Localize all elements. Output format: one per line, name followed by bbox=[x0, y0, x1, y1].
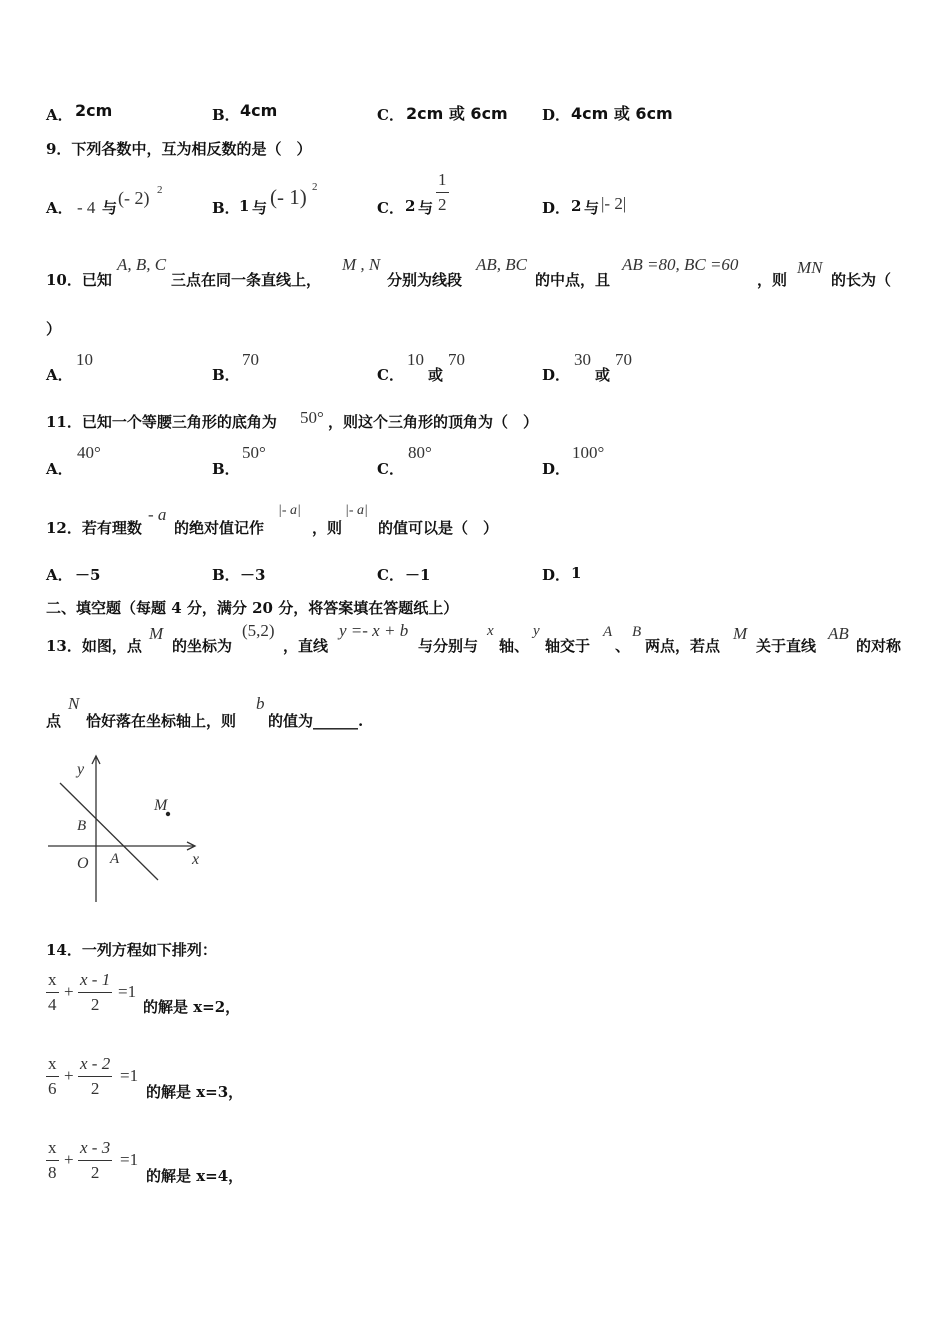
q9-option-b-label: B． bbox=[212, 199, 240, 217]
fraction-bar bbox=[78, 1076, 112, 1077]
q9-option-b-math1: 1 bbox=[239, 197, 250, 215]
figure-x-label: x bbox=[192, 851, 200, 868]
q13-math-coord: (5,2) bbox=[242, 621, 275, 640]
fraction-bar bbox=[46, 1160, 59, 1161]
q9-option-c-fraction bbox=[436, 170, 449, 215]
q13-text-2: 的坐标为 bbox=[172, 637, 233, 655]
q9-option-c-numerator: 1 bbox=[438, 170, 447, 189]
q9-option-a-yu: 与 bbox=[102, 199, 118, 217]
q10-option-c-or: 或 bbox=[428, 366, 444, 384]
q13-math-ab: AB bbox=[828, 624, 849, 643]
figure-b-label: B bbox=[77, 818, 87, 834]
q12-option-d-value: 1 bbox=[571, 564, 582, 582]
q8-option-b-text: 4cm bbox=[240, 101, 278, 120]
q12-text-2: 的绝对值记作 bbox=[174, 519, 265, 537]
figure-m-label: M bbox=[154, 797, 168, 814]
q8-option-b-label: B． bbox=[212, 106, 240, 124]
eq2-fraction-1 bbox=[46, 1054, 59, 1099]
q9-option-a-math2: (- 2) bbox=[118, 188, 150, 208]
q11-option-c-value: 80° bbox=[408, 443, 432, 462]
q10-math-mn2: MN bbox=[797, 258, 823, 277]
q10-option-d-value-1: 30 bbox=[574, 350, 591, 369]
q10-option-a-label: A． bbox=[46, 366, 73, 384]
q11-text-2: ，则这个三角形的顶角为（ ） bbox=[328, 413, 539, 431]
q10-text-7: ） bbox=[46, 320, 62, 338]
q12-option-d-label: D． bbox=[542, 566, 571, 584]
fraction-bar bbox=[78, 992, 112, 993]
q12-option-c-value: －1 bbox=[405, 566, 431, 584]
fraction-bar bbox=[46, 1076, 59, 1077]
q8-option-c-label: C． bbox=[377, 106, 404, 124]
q12-text-4: 的值可以是（ ） bbox=[378, 519, 499, 537]
q11-math-angle: 50° bbox=[300, 408, 324, 427]
eq2-numerator-1: x bbox=[48, 1054, 57, 1073]
q13-math-m: M bbox=[149, 624, 164, 643]
q9-option-b-exp: 2 bbox=[312, 181, 318, 193]
q10-option-a-value: 10 bbox=[76, 350, 93, 369]
q13-text-4: 与分别与 bbox=[418, 637, 479, 655]
q9-option-d-math1: 2 bbox=[571, 197, 582, 215]
fraction-bar bbox=[46, 992, 59, 993]
q12-option-a-label: A． bbox=[46, 566, 73, 584]
eq3-plus: + bbox=[64, 1150, 74, 1169]
q9-option-c-denominator: 2 bbox=[438, 195, 447, 214]
q10-option-b-value: 70 bbox=[242, 350, 259, 369]
q12-option-a-value: －5 bbox=[75, 566, 101, 584]
q10-math-segments: AB, BC bbox=[476, 255, 527, 274]
q13-text-7: 、 bbox=[615, 637, 631, 655]
q11-option-a-label: A． bbox=[46, 460, 73, 478]
q9-option-a-exp: 2 bbox=[157, 184, 163, 196]
q10-option-c-value-1: 10 bbox=[407, 350, 424, 369]
q9-stem: 9．下列各数中，互为相反数的是（ ） bbox=[46, 140, 312, 158]
eq1-equals: =1 bbox=[118, 982, 137, 1001]
eq1-plus: + bbox=[64, 982, 74, 1001]
eq2-plus: + bbox=[64, 1066, 74, 1085]
q10-option-d-or: 或 bbox=[595, 366, 611, 384]
eq1-solution: 的解是 x=2， bbox=[143, 998, 241, 1016]
eq1-numerator-2: x - 1 bbox=[80, 970, 111, 989]
q10-text-1: 10．已知 bbox=[46, 271, 112, 289]
q11-option-c-label: C． bbox=[377, 460, 404, 478]
eq2-denominator-2: 2 bbox=[90, 1079, 100, 1098]
q13-text-10: 的对称 bbox=[856, 637, 902, 655]
eq3-fraction-1 bbox=[46, 1138, 59, 1183]
section-2-heading: 二、填空题（每题 4 分，满分 20 分，将答案填在答题纸上） bbox=[46, 599, 459, 617]
q9-option-d-yu: 与 bbox=[584, 199, 600, 217]
q11-option-b-label: B． bbox=[212, 460, 240, 478]
figure-y-label: y bbox=[77, 761, 85, 778]
q12-option-b-label: B． bbox=[212, 566, 240, 584]
q14-stem: 14．一列方程如下排列： bbox=[46, 941, 217, 959]
q9-option-c-label: C． bbox=[377, 199, 404, 217]
q13-text-3: ，直线 bbox=[283, 637, 329, 655]
q13-math-n: N bbox=[68, 694, 80, 713]
q10-text-3: 分别为线段 bbox=[387, 271, 463, 289]
q8-option-a-label: A． bbox=[46, 106, 73, 124]
q9-option-b-math2: (- 1) bbox=[270, 185, 307, 209]
eq1-fraction-1 bbox=[46, 970, 59, 1015]
q12-option-c-label: C． bbox=[377, 566, 404, 584]
q13-math-b: B bbox=[632, 624, 642, 640]
q10-option-b-label: B． bbox=[212, 366, 240, 384]
q10-text-4: 的中点，且 bbox=[535, 271, 611, 289]
q13-math-a: A bbox=[603, 624, 613, 640]
fraction-bar bbox=[78, 1160, 112, 1161]
q8-option-d-label: D． bbox=[542, 106, 571, 124]
q13-text-13: 的值为______. bbox=[268, 712, 364, 730]
q9-option-a-label: A． bbox=[46, 199, 73, 217]
q13-text-9: 关于直线 bbox=[756, 637, 817, 655]
q11-text-1: 11．已知一个等腰三角形的底角为 bbox=[46, 413, 277, 431]
eq2-denominator-1: 6 bbox=[48, 1079, 57, 1098]
q10-option-d-value-2: 70 bbox=[615, 350, 632, 369]
line-ab bbox=[60, 783, 158, 880]
q10-text-5: ，则 bbox=[757, 271, 788, 289]
q10-math-mn: M , N bbox=[342, 255, 381, 274]
eq3-fraction-2 bbox=[78, 1138, 112, 1183]
eq3-numerator-2: x - 3 bbox=[80, 1138, 111, 1157]
figure-origin-label: O bbox=[77, 855, 89, 872]
q12-text-1: 12．若有理数 bbox=[46, 519, 142, 537]
q9-option-c-yu: 与 bbox=[418, 199, 434, 217]
q8-option-a-text: 2cm bbox=[75, 101, 113, 120]
q11-option-d-label: D． bbox=[542, 460, 571, 478]
q9-option-d-math2: |- 2| bbox=[601, 194, 627, 213]
q10-option-c-value-2: 70 bbox=[448, 350, 465, 369]
q13-text-6: 轴交于 bbox=[545, 637, 591, 655]
q8-option-c-text: 2cm 或 6cm bbox=[406, 104, 508, 123]
q10-text-2: 三点在同一条直线上， bbox=[171, 271, 322, 289]
q11-option-d-value: 100° bbox=[572, 443, 605, 462]
eq2-numerator-2: x - 2 bbox=[80, 1054, 111, 1073]
eq1-denominator-1: 4 bbox=[48, 995, 57, 1014]
eq3-denominator-1: 8 bbox=[48, 1163, 57, 1182]
q12-math-neg-a: - a bbox=[148, 505, 167, 524]
eq2-solution: 的解是 x=3， bbox=[146, 1083, 244, 1101]
q11-option-a-value: 40° bbox=[77, 443, 101, 462]
q12-text-3: ，则 bbox=[312, 519, 343, 537]
q13-text-11: 点 bbox=[46, 712, 62, 730]
eq3-equals: =1 bbox=[120, 1150, 139, 1169]
q12-math-abs-1: |- a| bbox=[278, 503, 301, 518]
q8-option-d-text: 4cm 或 6cm bbox=[571, 104, 673, 123]
q13-text-12: 恰好落在坐标轴上，则 bbox=[86, 712, 237, 730]
eq3-solution: 的解是 x=4， bbox=[146, 1167, 244, 1185]
eq1-numerator-1: x bbox=[48, 970, 57, 989]
q10-option-c-label: C． bbox=[377, 366, 404, 384]
eq2-equals: =1 bbox=[120, 1066, 139, 1085]
eq2-fraction-2 bbox=[78, 1054, 112, 1099]
q13-coordinate-figure bbox=[40, 748, 215, 908]
q13-text-1: 13．如图，点 bbox=[46, 637, 142, 655]
q13-math-m2: M bbox=[733, 624, 748, 643]
fraction-bar bbox=[436, 192, 449, 193]
q9-option-c-math1: 2 bbox=[405, 197, 416, 215]
q9-option-b-yu: 与 bbox=[252, 199, 268, 217]
q9-option-a-math1: - 4 bbox=[77, 198, 96, 217]
q12-option-b-value: －3 bbox=[240, 566, 266, 584]
figure-a-label: A bbox=[110, 851, 120, 867]
q9-option-d-label: D． bbox=[542, 199, 571, 217]
q13-math-x: x bbox=[487, 623, 494, 639]
eq3-denominator-2: 2 bbox=[90, 1163, 100, 1182]
q13-text-5: 轴、 bbox=[499, 637, 530, 655]
eq3-numerator-1: x bbox=[48, 1138, 57, 1157]
eq1-fraction-2 bbox=[78, 970, 112, 1015]
q10-option-d-label: D． bbox=[542, 366, 571, 384]
q13-math-y: y bbox=[533, 623, 540, 639]
q11-option-b-value: 50° bbox=[242, 443, 266, 462]
q13-text-8: 两点，若点 bbox=[645, 637, 721, 655]
q13-math-b2: b bbox=[256, 694, 265, 713]
eq1-denominator-2: 2 bbox=[90, 995, 100, 1014]
q10-math-points: A, B, C bbox=[117, 255, 167, 274]
q10-text-6: 的长为（ bbox=[831, 271, 892, 289]
q10-math-lengths: AB =80, BC =60 bbox=[622, 255, 739, 274]
q12-math-abs-2: |- a| bbox=[345, 503, 368, 518]
q13-math-line: y =- x + b bbox=[339, 621, 409, 640]
